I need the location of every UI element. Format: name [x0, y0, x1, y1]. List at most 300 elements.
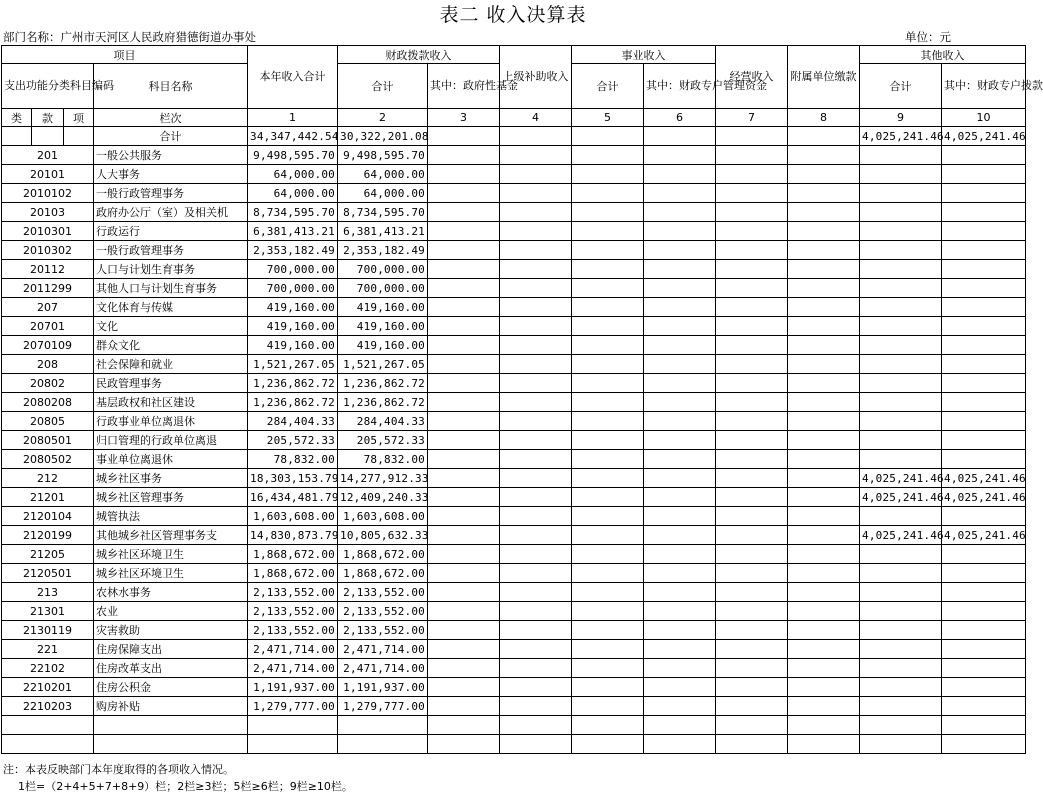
- row-c5: [572, 165, 644, 184]
- row-c10: [942, 431, 1026, 450]
- table-row: [2, 393, 1026, 412]
- row-c1: 205,572.33: [248, 431, 338, 450]
- blank-c9: [860, 735, 942, 754]
- row-c2: 1,279,777.00: [338, 697, 428, 716]
- row-c10: [942, 146, 1026, 165]
- row-c9: [860, 507, 942, 526]
- row-c9: [860, 545, 942, 564]
- row-c6: [644, 526, 716, 545]
- row-c10: [942, 355, 1026, 374]
- row-name: 城乡社区环境卫生: [94, 545, 248, 564]
- row-c10: [942, 336, 1026, 355]
- row-c8: [788, 469, 860, 488]
- row-c10: [942, 602, 1026, 621]
- row-c8: [788, 659, 860, 678]
- header-col-xiang: 项: [64, 109, 94, 127]
- blank-c4: [500, 716, 572, 735]
- row-c1: 2,133,552.00: [248, 621, 338, 640]
- table-row: [2, 602, 1026, 621]
- row-name: 购房补贴: [94, 697, 248, 716]
- row-c2: 12,409,240.33: [338, 488, 428, 507]
- total-c4: [500, 127, 572, 146]
- row-c6: [644, 564, 716, 583]
- row-c3: [428, 241, 500, 260]
- row-c1: 9,498,595.70: [248, 146, 338, 165]
- row-c9: [860, 621, 942, 640]
- row-name: 住房保障支出: [94, 640, 248, 659]
- row-c1: 1,236,862.72: [248, 374, 338, 393]
- row-c3: [428, 469, 500, 488]
- header-fiscal-gov-fund: 其中：政府性基金: [428, 64, 500, 109]
- row-code: 20802: [2, 374, 94, 393]
- row-c4: [500, 469, 572, 488]
- row-c2: 284,404.33: [338, 412, 428, 431]
- row-c7: [716, 298, 788, 317]
- row-c9: [860, 393, 942, 412]
- row-c5: [572, 659, 644, 678]
- row-c7: [716, 222, 788, 241]
- row-c10: [942, 545, 1026, 564]
- row-c8: [788, 184, 860, 203]
- row-code: 21205: [2, 545, 94, 564]
- row-c10: [942, 374, 1026, 393]
- row-c10: [942, 412, 1026, 431]
- row-c4: [500, 241, 572, 260]
- row-name: 行政运行: [94, 222, 248, 241]
- row-c2: 2,471,714.00: [338, 640, 428, 659]
- row-c5: [572, 564, 644, 583]
- row-c10: [942, 317, 1026, 336]
- row-c6: [644, 298, 716, 317]
- row-c8: [788, 697, 860, 716]
- row-c5: [572, 260, 644, 279]
- row-c8: [788, 355, 860, 374]
- row-c3: [428, 146, 500, 165]
- row-c5: [572, 336, 644, 355]
- row-c8: [788, 336, 860, 355]
- header-career-total: 合计: [572, 64, 644, 109]
- row-c8: [788, 279, 860, 298]
- row-code: 2080502: [2, 450, 94, 469]
- row-c2: 6,381,413.21: [338, 222, 428, 241]
- row-c6: [644, 374, 716, 393]
- table-row: [2, 203, 1026, 222]
- table-row: [2, 298, 1026, 317]
- row-c2: 700,000.00: [338, 279, 428, 298]
- row-name: 文化: [94, 317, 248, 336]
- row-name: 其他人口与计划生育事务: [94, 279, 248, 298]
- row-code: 20701: [2, 317, 94, 336]
- row-c1: 78,832.00: [248, 450, 338, 469]
- row-c6: [644, 545, 716, 564]
- row-c8: [788, 317, 860, 336]
- row-name: 农业: [94, 602, 248, 621]
- row-name: 城乡社区事务: [94, 469, 248, 488]
- table-row-blank: [2, 716, 1026, 735]
- row-c4: [500, 659, 572, 678]
- index-5: 5: [572, 109, 644, 127]
- row-c7: [716, 412, 788, 431]
- row-c1: 2,353,182.49: [248, 241, 338, 260]
- row-c8: [788, 374, 860, 393]
- row-c4: [500, 583, 572, 602]
- header-other-total: 合计: [860, 64, 942, 109]
- row-c1: 1,236,862.72: [248, 393, 338, 412]
- row-c10: [942, 203, 1026, 222]
- row-name: 住房公积金: [94, 678, 248, 697]
- row-c7: [716, 697, 788, 716]
- table-row-blank: [2, 735, 1026, 754]
- blank-c6: [644, 716, 716, 735]
- row-c3: [428, 374, 500, 393]
- blank-c8: [788, 735, 860, 754]
- row-c9: [860, 260, 942, 279]
- blank-c5: [572, 716, 644, 735]
- table-row: [2, 241, 1026, 260]
- row-c5: [572, 583, 644, 602]
- total-c8: [788, 127, 860, 146]
- row-name: 一般行政管理事务: [94, 184, 248, 203]
- header-career-special: 其中：财政专户管理资金: [644, 64, 716, 109]
- row-name: 归口管理的行政单位离退: [94, 431, 248, 450]
- blank-c2: [338, 716, 428, 735]
- row-c3: [428, 412, 500, 431]
- row-c8: [788, 431, 860, 450]
- row-c3: [428, 184, 500, 203]
- row-c2: 78,832.00: [338, 450, 428, 469]
- row-c10: [942, 621, 1026, 640]
- row-c10: [942, 393, 1026, 412]
- row-c7: [716, 621, 788, 640]
- row-c1: 16,434,481.79: [248, 488, 338, 507]
- row-c9: [860, 640, 942, 659]
- row-c9: [860, 336, 942, 355]
- income-table: [1, 45, 1043, 754]
- row-c6: [644, 184, 716, 203]
- header-superior-subsidy: 上级补助收入: [500, 46, 572, 109]
- row-c2: 9,498,595.70: [338, 146, 428, 165]
- row-c9: [860, 355, 942, 374]
- table-row: [2, 507, 1026, 526]
- header-func-code: 支出功能分类科目编码: [2, 64, 94, 109]
- row-c1: 1,191,937.00: [248, 678, 338, 697]
- row-c6: [644, 602, 716, 621]
- row-c8: [788, 640, 860, 659]
- row-c8: [788, 583, 860, 602]
- header-subject-name: 科目名称: [94, 64, 248, 109]
- blank-c3: [428, 716, 500, 735]
- blank-c5: [572, 735, 644, 754]
- row-c4: [500, 165, 572, 184]
- row-c2: 1,868,672.00: [338, 545, 428, 564]
- index-7: 7: [716, 109, 788, 127]
- row-c1: 1,521,267.05: [248, 355, 338, 374]
- row-code: 208: [2, 355, 94, 374]
- row-c2: 2,133,552.00: [338, 602, 428, 621]
- row-c5: [572, 602, 644, 621]
- row-c2: 1,868,672.00: [338, 564, 428, 583]
- row-c7: [716, 583, 788, 602]
- row-c9: [860, 374, 942, 393]
- row-c5: [572, 488, 644, 507]
- row-c3: [428, 678, 500, 697]
- row-c2: 1,603,608.00: [338, 507, 428, 526]
- row-c5: [572, 146, 644, 165]
- row-c2: 64,000.00: [338, 184, 428, 203]
- total-c9: 4,025,241.46: [860, 127, 942, 146]
- row-c3: [428, 564, 500, 583]
- row-c2: 1,191,937.00: [338, 678, 428, 697]
- row-code: 20112: [2, 260, 94, 279]
- row-c7: [716, 203, 788, 222]
- row-c3: [428, 203, 500, 222]
- note-line-1: 注：本表反映部门本年度取得的各项收入情况。: [3, 763, 234, 776]
- total-c5: [572, 127, 644, 146]
- row-c5: [572, 279, 644, 298]
- blank-name: [94, 716, 248, 735]
- row-c6: [644, 678, 716, 697]
- row-c7: [716, 507, 788, 526]
- total-c10: 4,025,241.46: [942, 127, 1026, 146]
- row-name: 民政管理事务: [94, 374, 248, 393]
- row-c9: [860, 583, 942, 602]
- row-c9: [860, 222, 942, 241]
- row-c2: 1,521,267.05: [338, 355, 428, 374]
- row-c7: [716, 488, 788, 507]
- row-c4: [500, 697, 572, 716]
- table-row: [2, 184, 1026, 203]
- row-c10: [942, 222, 1026, 241]
- row-c10: [942, 659, 1026, 678]
- row-c3: [428, 317, 500, 336]
- row-c1: 419,160.00: [248, 336, 338, 355]
- row-c3: [428, 450, 500, 469]
- row-c3: [428, 279, 500, 298]
- row-c3: [428, 697, 500, 716]
- row-name: 政府办公厅（室）及相关机: [94, 203, 248, 222]
- table-row: [2, 355, 1026, 374]
- table-row: [2, 450, 1026, 469]
- table-row: [2, 146, 1026, 165]
- row-c4: [500, 488, 572, 507]
- row-c7: [716, 146, 788, 165]
- row-c2: 2,471,714.00: [338, 659, 428, 678]
- row-c6: [644, 393, 716, 412]
- row-c2: 2,353,182.49: [338, 241, 428, 260]
- row-c5: [572, 317, 644, 336]
- row-c1: 1,603,608.00: [248, 507, 338, 526]
- row-c1: 14,830,873.79: [248, 526, 338, 545]
- row-c3: [428, 507, 500, 526]
- row-c7: [716, 336, 788, 355]
- row-c2: 205,572.33: [338, 431, 428, 450]
- row-c10: [942, 564, 1026, 583]
- row-c6: [644, 431, 716, 450]
- row-c1: 64,000.00: [248, 165, 338, 184]
- row-c9: [860, 317, 942, 336]
- row-c2: 1,236,862.72: [338, 374, 428, 393]
- row-c3: [428, 355, 500, 374]
- row-c4: [500, 678, 572, 697]
- index-10: 10: [942, 109, 1026, 127]
- table-row: [2, 279, 1026, 298]
- table-row: [2, 659, 1026, 678]
- row-c8: [788, 545, 860, 564]
- row-c1: 284,404.33: [248, 412, 338, 431]
- blank-code: [2, 735, 94, 754]
- table-row: [2, 469, 1026, 488]
- row-c3: [428, 526, 500, 545]
- total-c2: 30,322,201.08: [338, 127, 428, 146]
- row-c9: [860, 412, 942, 431]
- row-c7: [716, 640, 788, 659]
- row-c8: [788, 564, 860, 583]
- row-c7: [716, 393, 788, 412]
- table-row: [2, 697, 1026, 716]
- row-code: 212: [2, 469, 94, 488]
- row-c1: 1,868,672.00: [248, 545, 338, 564]
- row-code: 207: [2, 298, 94, 317]
- row-name: 群众文化: [94, 336, 248, 355]
- row-code: 2120501: [2, 564, 94, 583]
- row-c7: [716, 678, 788, 697]
- table-row: [2, 317, 1026, 336]
- department-name: 部门名称：广州市天河区人民政府猎德街道办事处: [3, 30, 256, 44]
- table-row: [2, 222, 1026, 241]
- row-c5: [572, 621, 644, 640]
- row-name: 基层政权和社区建设: [94, 393, 248, 412]
- total-c6: [644, 127, 716, 146]
- row-c4: [500, 450, 572, 469]
- index-4: 4: [500, 109, 572, 127]
- row-c8: [788, 260, 860, 279]
- row-c5: [572, 222, 644, 241]
- row-c7: [716, 431, 788, 450]
- row-c5: [572, 545, 644, 564]
- row-c2: 700,000.00: [338, 260, 428, 279]
- row-c7: [716, 260, 788, 279]
- row-c5: [572, 241, 644, 260]
- row-c6: [644, 146, 716, 165]
- row-c3: [428, 431, 500, 450]
- row-c9: [860, 241, 942, 260]
- header-operating: 经营收入: [716, 46, 788, 109]
- row-c9: [860, 602, 942, 621]
- row-c8: [788, 488, 860, 507]
- table-row: [2, 678, 1026, 697]
- row-c6: [644, 355, 716, 374]
- row-c10: 4,025,241.46: [942, 488, 1026, 507]
- row-c8: [788, 678, 860, 697]
- row-name: 行政事业单位离退休: [94, 412, 248, 431]
- row-c7: [716, 564, 788, 583]
- row-c5: [572, 298, 644, 317]
- row-c2: 2,133,552.00: [338, 583, 428, 602]
- row-c8: [788, 507, 860, 526]
- row-name: 灾害救助: [94, 621, 248, 640]
- row-c1: 700,000.00: [248, 279, 338, 298]
- row-c3: [428, 165, 500, 184]
- row-code: 22102: [2, 659, 94, 678]
- row-c5: [572, 355, 644, 374]
- row-code: 21201: [2, 488, 94, 507]
- row-c1: 2,133,552.00: [248, 583, 338, 602]
- row-c3: [428, 583, 500, 602]
- row-c8: [788, 393, 860, 412]
- row-code: 2010102: [2, 184, 94, 203]
- row-c1: 18,303,153.79: [248, 469, 338, 488]
- row-c10: [942, 450, 1026, 469]
- table-row: [2, 564, 1026, 583]
- row-c10: [942, 165, 1026, 184]
- header-col-kuan: 款: [32, 109, 64, 127]
- row-c3: [428, 222, 500, 241]
- row-c2: 2,133,552.00: [338, 621, 428, 640]
- total-label: 合计: [94, 127, 248, 146]
- total-code-kuan: [32, 127, 64, 146]
- row-c1: 419,160.00: [248, 317, 338, 336]
- row-c7: [716, 602, 788, 621]
- row-c5: [572, 203, 644, 222]
- row-c2: 8,734,595.70: [338, 203, 428, 222]
- row-c1: 419,160.00: [248, 298, 338, 317]
- row-c6: [644, 488, 716, 507]
- row-code: 20103: [2, 203, 94, 222]
- row-code: 21301: [2, 602, 94, 621]
- row-c4: [500, 222, 572, 241]
- row-name: 城乡社区管理事务: [94, 488, 248, 507]
- row-c4: [500, 374, 572, 393]
- header-fiscal: 财政拨款收入: [338, 46, 500, 64]
- table-row: [2, 412, 1026, 431]
- index-9: 9: [860, 109, 942, 127]
- row-c4: [500, 507, 572, 526]
- row-c2: 419,160.00: [338, 317, 428, 336]
- total-code-xiang: [64, 127, 94, 146]
- row-c3: [428, 621, 500, 640]
- row-name: 城乡社区环境卫生: [94, 564, 248, 583]
- row-c2: 64,000.00: [338, 165, 428, 184]
- row-c9: [860, 450, 942, 469]
- table-row: [2, 431, 1026, 450]
- note-line-2: 1栏=（2+4+5+7+8+9）栏；2栏≥3栏；5栏≥6栏；9栏≥10栏。: [18, 780, 353, 793]
- page-title: 表二 收入决算表: [439, 4, 587, 26]
- row-code: 2210203: [2, 697, 94, 716]
- index-6: 6: [644, 109, 716, 127]
- table-row: [2, 621, 1026, 640]
- row-c8: [788, 621, 860, 640]
- row-c7: [716, 279, 788, 298]
- row-c1: 8,734,595.70: [248, 203, 338, 222]
- row-c9: [860, 697, 942, 716]
- row-c4: [500, 431, 572, 450]
- row-c7: [716, 165, 788, 184]
- table-row: [2, 545, 1026, 564]
- row-code: 2120199: [2, 526, 94, 545]
- row-c8: [788, 146, 860, 165]
- row-c3: [428, 260, 500, 279]
- row-c6: [644, 165, 716, 184]
- row-c8: [788, 602, 860, 621]
- row-code: 2080208: [2, 393, 94, 412]
- row-code: 20101: [2, 165, 94, 184]
- row-c5: [572, 526, 644, 545]
- row-c9: [860, 659, 942, 678]
- row-c6: [644, 336, 716, 355]
- row-name: 农林水事务: [94, 583, 248, 602]
- total-code-lei: [2, 127, 32, 146]
- row-c4: [500, 545, 572, 564]
